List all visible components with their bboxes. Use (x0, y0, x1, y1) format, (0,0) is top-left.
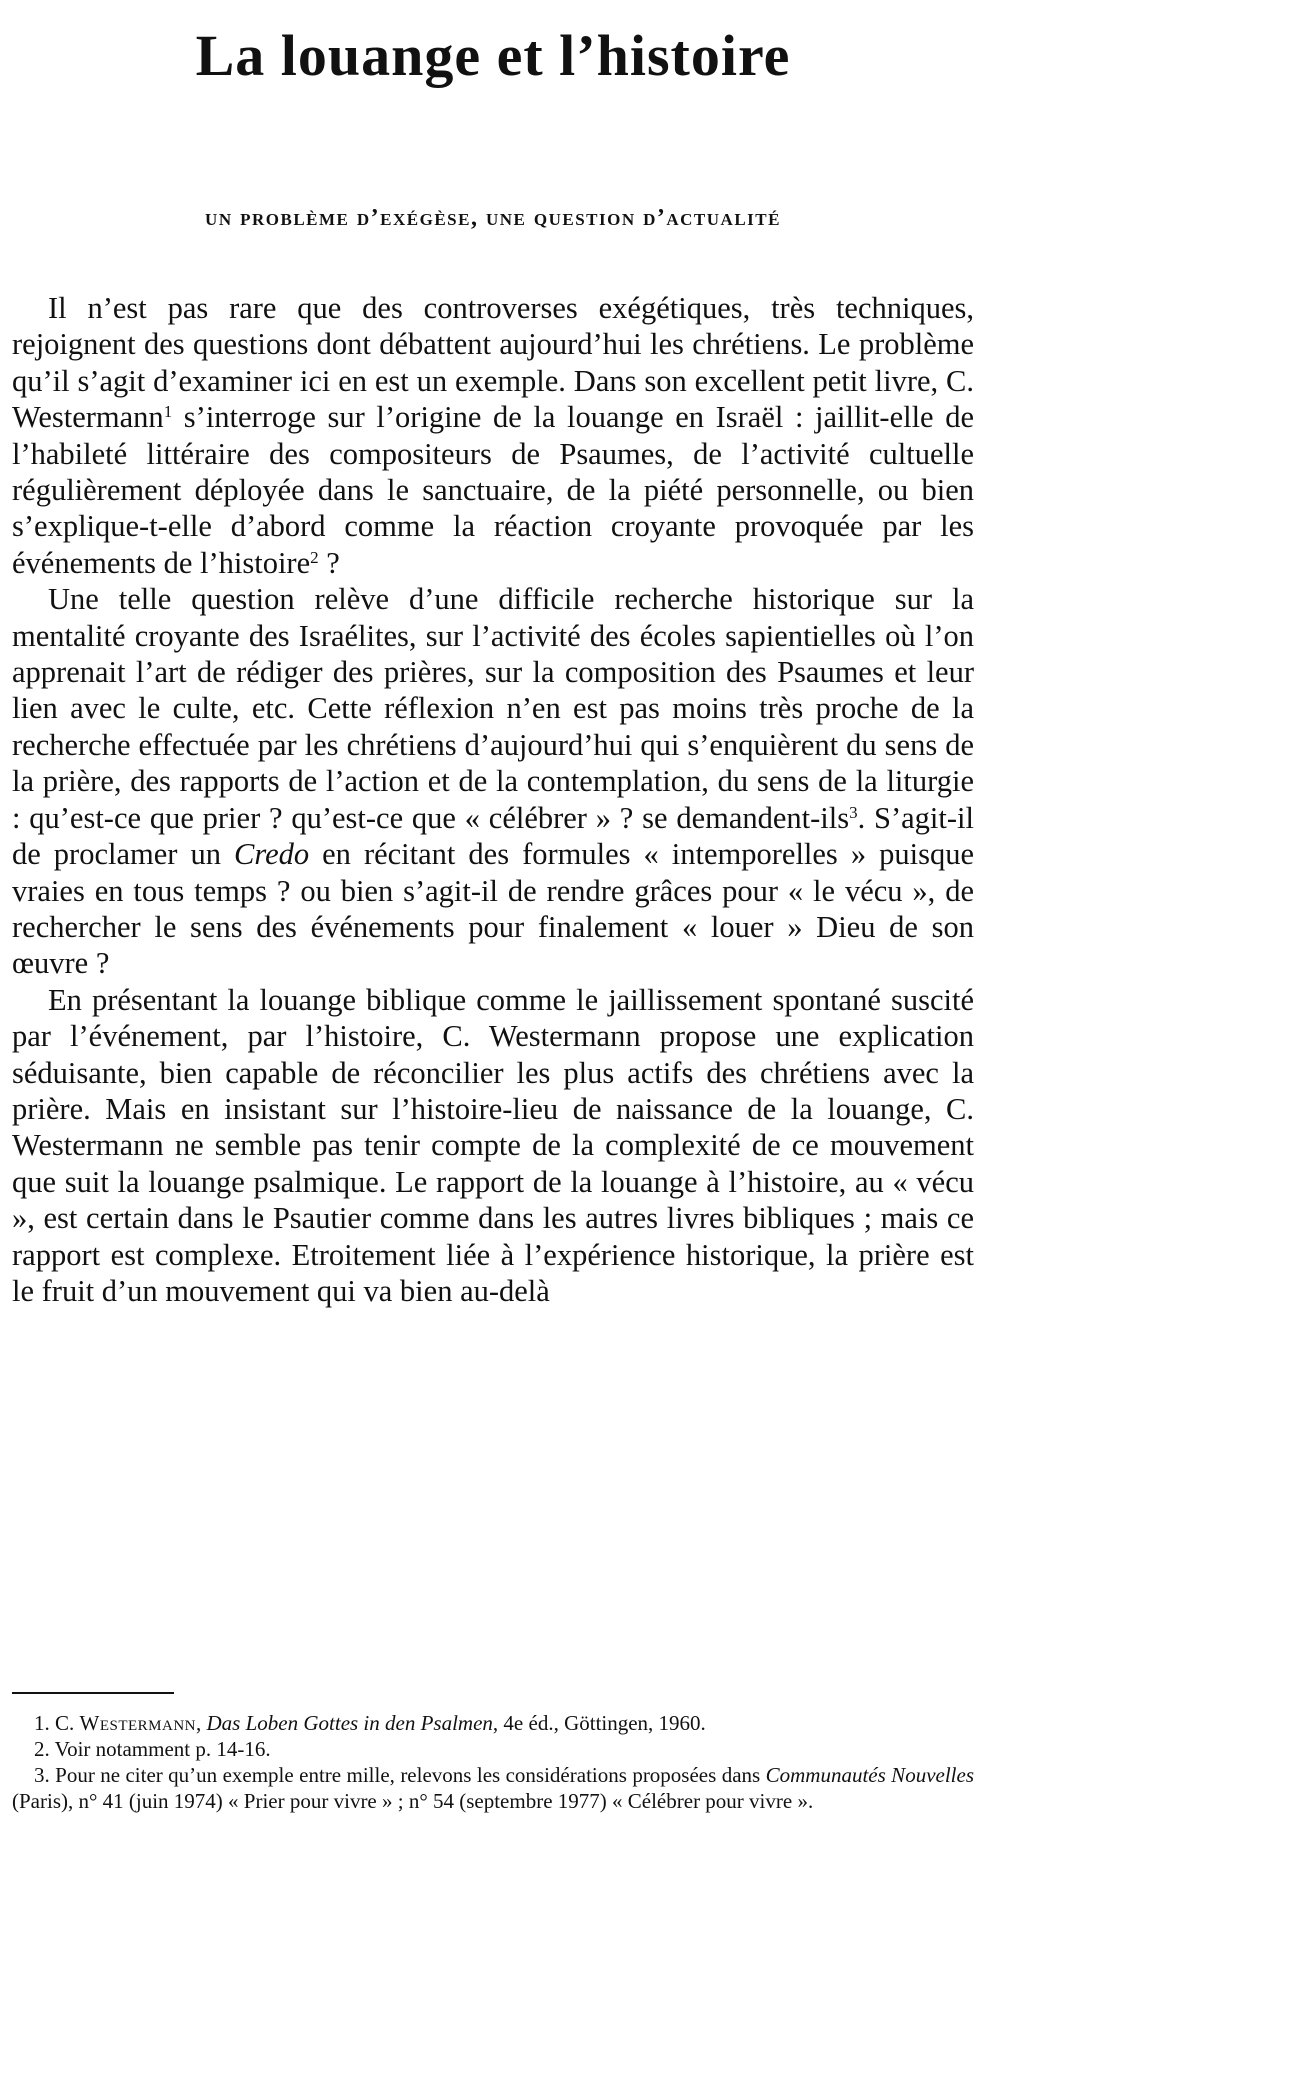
footnote-1-work-title: Das Loben Gottes in den Psalmen (206, 1711, 493, 1735)
paragraph-1-text-b: s’interroge sur l’origine de la louange en Israël : jaillit-elle de l’habileté littéraire des compositeurs de Psaumes, de l’activité cultuelle régulièrement déployée dans le sanctuaire, de la piété personnelle, ou bien s’explique-t-elle d’abord comme la réaction croyante provoquée par les événements de l’histoire (12, 400, 974, 580)
page-title: La louange et l’histoire (195, 23, 791, 88)
footnote-ref-2[interactable]: 2 (310, 547, 319, 567)
paragraph-1-text-a: Il n’est pas rare que des controverses exégétiques, très techniques, rejoignent des questions dont débattent aujourd’hui les chrétiens. Le problème qu’il s’agit d’examiner ici en est un exemple. Dans son excellent petit livre, C. Westermann (12, 291, 974, 435)
footnote-ref-1[interactable]: 1 (163, 402, 173, 422)
footnote-3 (12, 1762, 974, 1814)
footnote-1-author: Westermann (79, 1711, 197, 1735)
article-body (12, 290, 974, 1309)
credo-term: Credo (233, 837, 310, 872)
footnotes (12, 1710, 974, 1814)
paragraph-2 (12, 581, 974, 981)
footnote-3-text-a: 3. Pour ne citer qu’un exemple entre mille, relevons les considérations proposées dans (34, 1763, 766, 1787)
paragraph-2-text-b: . S’agit-il de proclamer un (12, 800, 974, 872)
footnote-ref-3[interactable]: 3 (849, 802, 858, 822)
footnote-divider (12, 1692, 174, 1694)
footnote-2: 2. Voir notamment p. 14-16. (34, 1737, 271, 1761)
paragraph-1-text-c: ? (318, 545, 340, 580)
paragraph-2-text-a: Une telle question relève d’une difficile recherche historique sur la mentalité croyante des Israélites, sur l’activité des écoles sapientielles où l’on apprenait l’art de rédiger des prières, sur la composition des Psaumes et leur lien avec le culte, etc. Cette réflexion n’en est pas moins très proche de la recherche effectuée par les chrétiens d’aujourd’hui qui s’enquièrent du sens de la prière, des rapports de l’action et de la contemplation, du sens de la liturgie : qu’est-ce que prier ? qu’est-ce que « célébrer » ? se demandent-ils (12, 582, 974, 835)
footnote-1-number: 1. C. (34, 1711, 80, 1735)
paragraph-2-text-c: en récitant des formules « intemporelles » puisque vraies en tous temps ? ou bien s’agit-il de rendre grâces pour « le vécu », de rechercher le sens des événements pour finalement « louer » Dieu de son œuvre ? (12, 837, 974, 981)
footnote-3-text-b: (Paris), n° 41 (juin 1974) « Prier pour vivre » ; n° 54 (septembre 1977) « Célébrer pour vivre ». (12, 1789, 814, 1813)
footnote-3-journal: Communautés Nouvelles (765, 1763, 974, 1787)
document-page (12, 0, 1302, 2092)
paragraph-3: En présentant la louange biblique comme le jaillissement spontané suscité par l’événement, par l’histoire, C. Westermann propose une explication séduisante, bien capable de réconcilier les plus actifs des chrétiens avec la prière. Mais en insistant sur l’histoire-lieu de naissance de la louange, C. Westermann ne semble pas tenir compte de la complexité de ce mouvement que suit la louange psalmique. Le rapport de la louange à l’histoire, au « vécu », est certain dans le Psautier comme dans les autres livres bibliques ; mais ce rapport est complexe. Etroitement liée à l’expérience historique, la prière est le fruit d’un mouvement qui va bien au-delà (12, 982, 974, 1308)
footnote-1-details: , 4e éd., Göttingen, 1960. (492, 1711, 706, 1735)
page-subtitle: un problème d’exégèse, une question d’actualité (205, 205, 781, 231)
footnote-1 (12, 1710, 974, 1736)
footnote-1-separator: , (196, 1711, 207, 1735)
paragraph-1 (12, 290, 974, 581)
